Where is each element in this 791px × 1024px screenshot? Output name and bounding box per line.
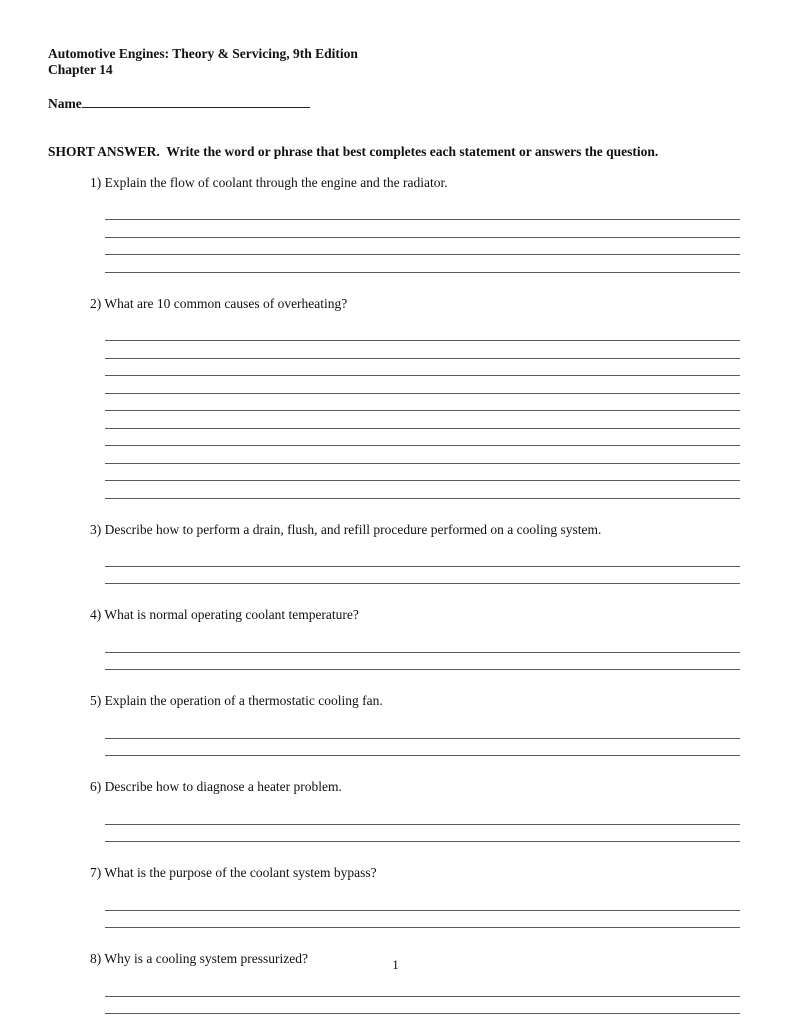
answer-line bbox=[105, 567, 740, 585]
answer-line bbox=[105, 653, 740, 671]
answer-line bbox=[105, 481, 740, 499]
question-block bbox=[48, 296, 741, 499]
answer-line bbox=[105, 359, 740, 377]
name-blank-line bbox=[82, 95, 310, 108]
answer-line bbox=[105, 255, 740, 273]
answer-line bbox=[105, 635, 740, 653]
question-text: 3) Describe how to perform a drain, flush, and refill procedure performed on a cooling system. bbox=[90, 521, 602, 537]
answer-line bbox=[105, 893, 740, 911]
name-label: Name bbox=[48, 95, 82, 111]
answer-line bbox=[105, 807, 740, 825]
question-block bbox=[48, 175, 741, 273]
answer-line bbox=[105, 429, 740, 447]
answer-lines bbox=[105, 893, 740, 928]
answer-line bbox=[105, 411, 740, 429]
question-block bbox=[48, 522, 741, 585]
answer-line bbox=[105, 324, 740, 342]
answer-line bbox=[105, 394, 740, 412]
question-block bbox=[48, 607, 741, 670]
answer-line bbox=[105, 825, 740, 843]
answer-lines bbox=[105, 549, 740, 584]
answer-line bbox=[105, 203, 740, 221]
question-block bbox=[48, 865, 741, 928]
question-text: 6) Describe how to diagnose a heater problem. bbox=[90, 779, 342, 795]
chapter-label: Chapter 14 bbox=[48, 61, 113, 77]
answer-line bbox=[105, 739, 740, 757]
answer-lines bbox=[105, 324, 740, 499]
instructions-text: SHORT ANSWER. Write the word or phrase that best completes each statement or answers the question. bbox=[48, 143, 659, 159]
answer-line bbox=[105, 979, 740, 997]
questions-list bbox=[48, 175, 741, 1014]
answer-line bbox=[105, 341, 740, 359]
answer-line bbox=[105, 464, 740, 482]
question-text: 8) Why is a cooling system pressurized? bbox=[90, 951, 308, 967]
answer-line bbox=[105, 911, 740, 929]
answer-lines bbox=[105, 635, 740, 670]
answer-lines bbox=[105, 807, 740, 842]
answer-line bbox=[105, 721, 740, 739]
question-text: 2) What are 10 common causes of overheating? bbox=[90, 295, 348, 311]
question-block bbox=[48, 779, 741, 842]
answer-lines bbox=[105, 979, 740, 1014]
answer-line bbox=[105, 549, 740, 567]
answer-line bbox=[105, 220, 740, 238]
name-row bbox=[48, 95, 741, 112]
question-text: 7) What is the purpose of the coolant system bypass? bbox=[90, 865, 377, 881]
answer-lines bbox=[105, 721, 740, 756]
page-number: 1 bbox=[392, 956, 399, 972]
question-text: 1) Explain the flow of coolant through the engine and the radiator. bbox=[90, 174, 448, 190]
question-text: 4) What is normal operating coolant temperature? bbox=[90, 607, 359, 623]
document-title: Automotive Engines: Theory & Servicing, 9th Edition bbox=[48, 46, 358, 61]
answer-lines bbox=[105, 203, 740, 273]
question-block bbox=[48, 693, 741, 756]
answer-line bbox=[105, 238, 740, 256]
answer-line bbox=[105, 997, 740, 1015]
answer-line bbox=[105, 446, 740, 464]
answer-line bbox=[105, 376, 740, 394]
question-text: 5) Explain the operation of a thermostatic cooling fan. bbox=[90, 693, 383, 709]
